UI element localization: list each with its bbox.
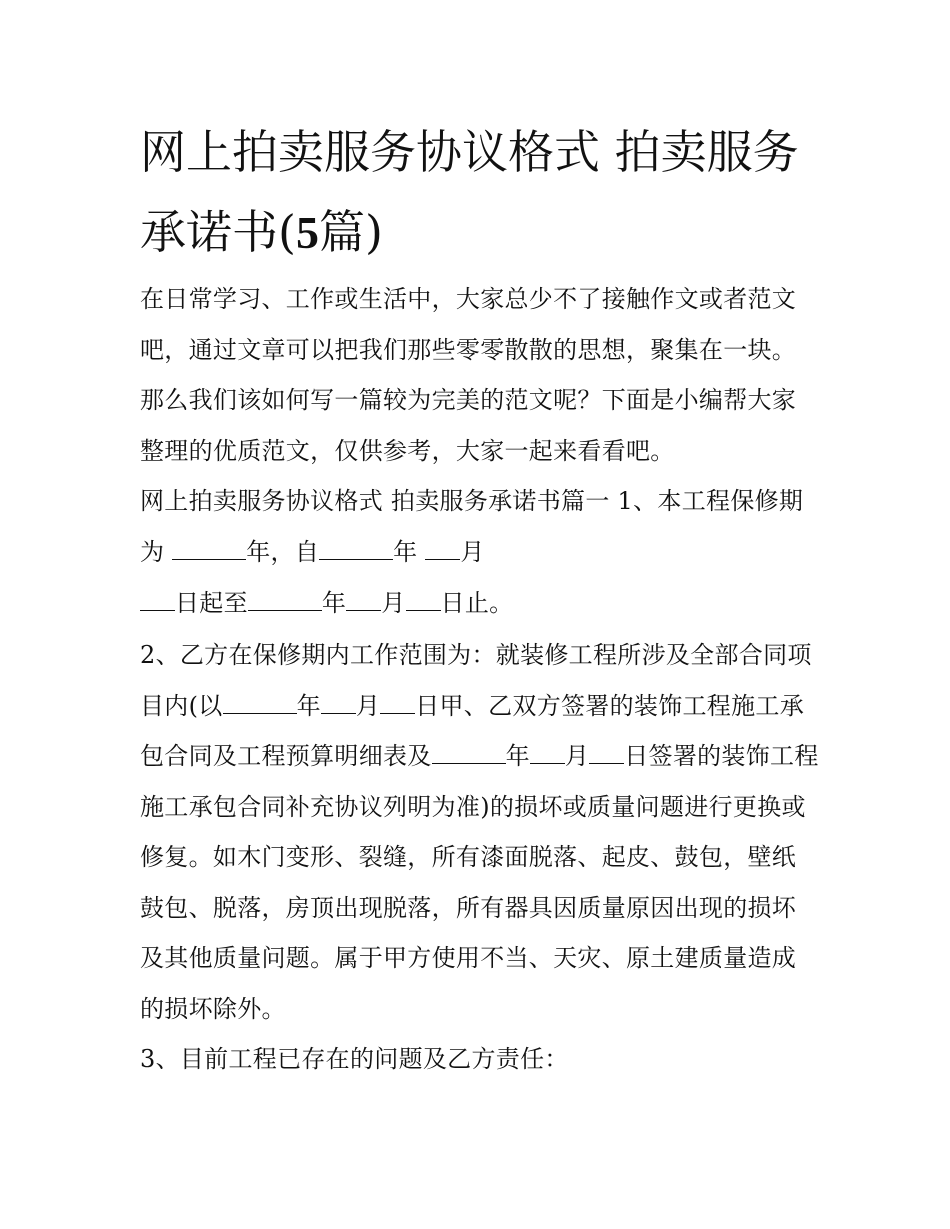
title-number: 5 — [295, 207, 319, 258]
clause2-text-a: 2、乙方在保修期内工作范围为：就装修工程所涉及全部合同项目内(以 — [140, 641, 812, 720]
section1-heading-paragraph — [140, 476, 820, 577]
clause2-text-b: 年 — [296, 691, 321, 720]
blank-line — [321, 693, 356, 714]
intro-paragraph: 在日常学习、工作或生活中，大家总少不了接触作文或者范文吧，通过文章可以把我们那些零零散散的思想，聚集在一块。那么我们该如何写一篇较为完美的范文呢？下面是小编帮大家整理的优质范文，仅供参考，大家一起来看看吧。 — [140, 285, 797, 465]
section1-text-f: 年 — [321, 589, 347, 617]
section1-text-b: 年，自 — [246, 537, 320, 566]
section1-text-h: 日止。 — [440, 589, 514, 617]
title-text-part2: 篇) — [318, 205, 383, 259]
blank-line — [319, 539, 393, 560]
blank-line — [223, 693, 297, 714]
section1-text-g: 月 — [381, 589, 406, 617]
blank-line — [406, 590, 441, 611]
blank-line — [530, 743, 565, 764]
clause3-paragraph: 3、目前工程已存在的问题及乙方责任： — [140, 1045, 569, 1073]
blank-line — [172, 539, 246, 560]
section1-text-a: 为 — [140, 537, 173, 566]
clause2-text-f: 月 — [564, 742, 590, 770]
clause2-text-d: 日甲、乙双方签署的装饰工程施工承包合同及工程预算明细表及 — [140, 691, 805, 770]
section1-text-d: 月 — [460, 537, 485, 566]
clause2-text-g: 日签署的装饰工程施工承包合同补充协议列明为准)的损坏或质量问题进行更换或修复。如木门变形、裂缝，所有漆面脱落、起皮、鼓包，壁纸鼓包、脱落，房顶出现脱落，所有器具因质量原因出现的损坏及其他质量问题。属于甲方使用不当、天灾、原土建质量造成的损坏除外。 — [140, 742, 819, 1023]
clause2-paragraph — [140, 630, 820, 1034]
document-title — [140, 112, 830, 273]
blank-line — [432, 743, 506, 764]
clause2-text-e: 年 — [505, 742, 530, 770]
section1-text-c: 年 — [393, 537, 426, 566]
blank-line — [248, 590, 322, 611]
blank-line — [346, 590, 381, 611]
blank-line — [425, 539, 460, 560]
section1-line1: 网上拍卖服务协议格式 拍卖服务承诺书篇一 1、本工程保修期 — [140, 487, 804, 515]
clause2-text-c: 月 — [355, 691, 381, 720]
title-text-part1: 网上拍卖服务协议格式 拍卖服务承诺书( — [140, 125, 799, 259]
section1-period-paragraph — [140, 578, 820, 629]
section1-text-e: 日起至 — [175, 589, 248, 617]
blank-line — [140, 590, 175, 611]
blank-line — [380, 693, 415, 714]
blank-line — [589, 743, 624, 764]
